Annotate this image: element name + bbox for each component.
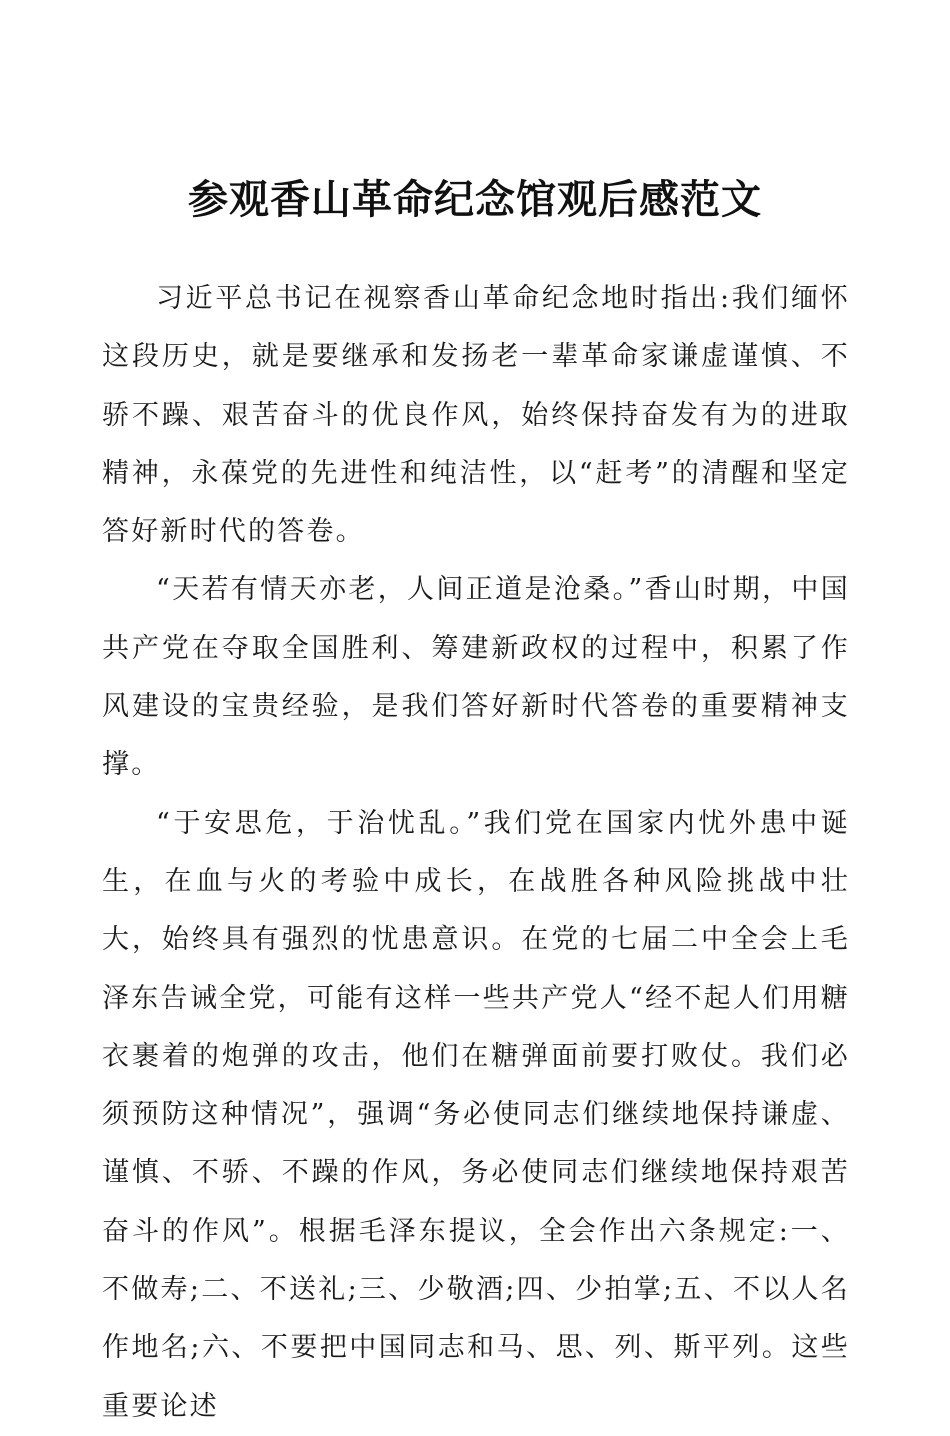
- document-title: 参观香山革命纪念馆观后感范文: [188, 176, 762, 223]
- document-body: [102, 270, 850, 1436]
- paragraph-1: 习近平总书记在视察香山革命纪念地时指出:我们缅怀这段历史，就是要继承和发扬老一辈革命家谦虚谨慎、不骄不躁、艰苦奋斗的优良作风，始终保持奋发有为的进取精神，永葆党的先进性和纯洁性，以“赶考”的清醒和坚定答好新时代的答卷。: [102, 283, 850, 548]
- paragraph-2: “天若有情天亦老，人间正道是沧桑。”香山时期，中国共产党在夺取全国胜利、筹建新政权的过程中，积累了作风建设的宝贵经验，是我们答好新时代答卷的重要精神支撑。: [102, 574, 850, 781]
- paragraph-3: “于安思危，于治忧乱。”我们党在国家内忧外患中诞生，在血与火的考验中成长，在战胜各种风险挑战中壮大，始终具有强烈的忧患意识。在党的七届二中全会上毛泽东告诫全党，可能有这样一些共产党人“经不起人们用糖衣裹着的炮弹的攻击，他们在糖弹面前要打败仗。我们必须预防这种情况”，强调“务必使同志们继续地保持谦虚、谨慎、不骄、不躁的作风，务必使同志们继续地保持艰苦奋斗的作风”。根据毛泽东提议，全会作出六条规定:一、不做寿;二、不送礼;三、少敬酒;四、少拍掌;五、不以人名作地名;六、不要把中国同志和马、思、列、斯平列。这些重要论述: [102, 807, 850, 1422]
